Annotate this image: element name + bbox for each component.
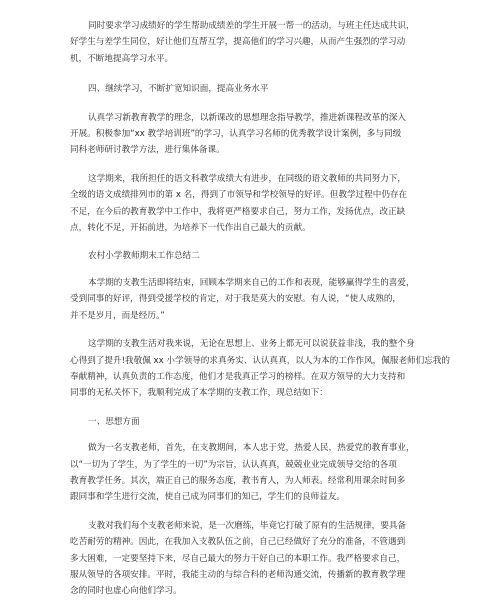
paragraph-line: 吃苦耐劳的精神。因此，在我加入支教队伍之前，自己已经做好了充分的准备，不管遇到 (70, 537, 406, 548)
paragraph-line: 教育教学任务。其次，端正自己的服务态度，教书育人，为人师表。经常利用课余时间多 (70, 475, 406, 486)
paragraph-line: 机，不断地提高学习水平。 (70, 53, 174, 64)
paragraph-3 (70, 171, 464, 237)
paragraph-line: 做为一名支教老师，首先，在支教期间，本人忠于党，热爱人民，热爱党的教育事业， (88, 443, 415, 454)
paragraph-line: 点，转化不足，开拓前进，为培养下一代作出自己最大的贡献。 (70, 223, 311, 234)
paragraph-line: 同事的无私关怀下，我顺利完成了本学期的支教工作，现总结如下： (70, 388, 328, 399)
paragraph-line: 同时要求学习成绩好的学生帮助成绩差的学生开展一帮一的活动，与班主任达成共识， (88, 21, 415, 31)
paragraph-line: 好学生与差学生同位，好让他们互帮互学，提高他们的学习兴趣，从而产生强烈的学习动 (70, 37, 406, 48)
paragraph-line: 服从领导的各项安排。平时，我能主动的与综合科的老师沟通交流，传播新的教育教学理 (70, 569, 406, 580)
paragraph-line: 这学期的支教生活对我来说，无论在思想上、业务上都无可以说获益非浅，我的整个身 (88, 339, 415, 350)
paragraph-line: 同科老师研讨教学方法，进行集体备课。 (70, 145, 225, 156)
paragraph-line: 心得到了提升!我敬佩 xx 小学领导的求真务实、认认真真，以人为本的工作作风，佩服老师们忘我的 (70, 355, 451, 366)
paragraph-4 (70, 275, 464, 324)
paragraph-line: 这学期来，我所担任的语文科教学成绩大有进步，在同级的语文教师的共同努力下， (88, 173, 406, 184)
paragraph-1 (70, 18, 464, 67)
paragraph-line: 开展。积极参加“xx 教学培训班”的学习，认真学习名师的优秀教学设计案例，多与同级 (70, 129, 402, 140)
paragraph-line: 并不是岁月，而是经历。” (70, 310, 165, 321)
paragraph-line: 不足，在今后的教育教学中工作中，我将更严格要求自己，努力工作，发扬优点，改正缺 (70, 206, 406, 217)
paragraph-6 (70, 440, 464, 506)
paragraph-5 (70, 336, 464, 402)
paragraph-line: 以“一切为了学生，为了学生的一切”为宗旨，认认真真，兢兢业业完成领导交给的各项 (70, 459, 397, 470)
article-title: 农村小学教师期末工作总结二 (88, 251, 200, 262)
paragraph-line: 跟同事和学生进行交流，使自己成为同事们的知己，学生们的良师益友。 (70, 492, 346, 503)
paragraph-line: 本学期的支教生活即将结束，回顾本学期来自己的工作和表现，能够赢得学生的喜爱， (88, 277, 415, 288)
paragraph-7 (70, 518, 464, 600)
section-heading: 四、继续学习，不断扩宽知识面，提高业务水平 (88, 84, 269, 95)
paragraph-line: 多大困难，一定要坚持下来，尽自己最大的努力干好自己的本职工作。我严格要求自己， (70, 553, 406, 564)
paragraph-line: 念的同时也虚心向他们学习。 (70, 586, 182, 597)
paragraph-2 (70, 110, 464, 159)
paragraph-line: 全级的语文成绩排列市的第 x 名，得到了市领导和学校领导的好评。但教学过程中仍存在 (70, 190, 408, 201)
spacer (70, 4, 464, 8)
paragraph-line: 奉献精神，认真负责的工作态度，他们才是我真正学习的榜样。在双方领导的大力支持和 (70, 371, 406, 382)
section-heading: 一、思想方面 (88, 416, 140, 427)
paragraph-line: 认真学习新教育教学的理念，以新课改的思想理念指导教学，推进新课程改革的深入 (88, 112, 406, 123)
paragraph-line: 受到同事的好评，得到受援学校的肯定，对于我是莫大的安慰。有人说，“使人成熟的， (70, 294, 402, 305)
paragraph-line: 支教对我们每个支教老师来说，是一次磨练，毕竟它打破了原有的生活规律，要具备 (88, 520, 406, 531)
